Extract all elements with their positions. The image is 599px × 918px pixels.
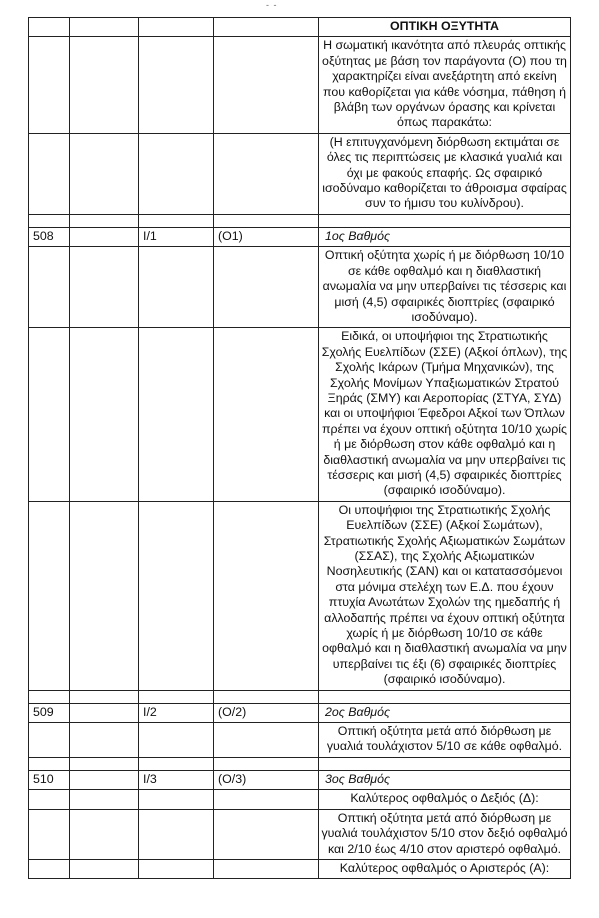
entry-text: Οι υποψήφιοι της Στρατιωτικής Σχολής Ευελπίδων (ΣΣΕ) (Αξκοί Σωμάτων), Στρατιωτικής Σχολής Αξιωματικών Σωμάτων (ΣΣΑΣ), της Σχολής Αξιωματικών Νοσηλευτικής (ΣΑΝ) και οι κατατασσόμενοι στα μόνιμα στελέχη των Ε.Δ. που έχουν πτυχία Ανωτάτων Σχολών της ημεδαπής ή αλλοδαπής πρέπει να έχουν οπτική οξύτητα χωρίς ή με διόρθωση 10/10 σε κάθε οφθαλμό και η διαθλαστική ανωμαλία να μην υπερβαίνει τις έξι (6) σφαιρικές διοπτρίες (σφαιρικό ισοδύναμο). — [319, 501, 571, 690]
table-row — [29, 790, 571, 809]
section-heading: ΟΠΤΙΚΗ ΟΞΥΤΗΤΑ — [319, 18, 571, 37]
spacer-row — [29, 214, 571, 227]
table-row — [29, 501, 571, 690]
table-row — [29, 859, 571, 878]
entry-text: Ειδικά, οι υποψήφιοι της Στρατιωτικής Σχολής Ευελπίδων (ΣΣΕ) (Αξκοί όπλων), της Σχολής Ικάρων (Τμήμα Μηχανικών), της Σχολής Μονίμων Υπαξιωματικών Στρατού Ξηράς (ΣΜΥ) και Αεροπορίας (ΣΤΥΑ, ΣΥΔ) και οι υποψήφιοι Έφεδροι Αξκοί των Όπλων πρέπει να έχουν οπτική οξύτητα 10/10 χωρίς ή με διόρθωση στον κάθε οφθαλμό και η διαθλαστική ανωμαλία να μην υπερβαίνει τις τέσσερις και μισή (4,5) σφαιρικές διοπτρίες (σφαιρικό ισοδύναμο). — [319, 328, 571, 501]
entry-grade: 3ος Βαθμός — [319, 770, 571, 789]
left-eye-label: Καλύτερος οφθαλμός ο Αριστερός (Α): — [319, 859, 571, 878]
entry-class: Ι/3 — [139, 770, 214, 789]
table-row — [29, 328, 571, 501]
entry-factor: (Ο/2) — [214, 703, 319, 722]
table-row — [29, 723, 571, 758]
entry-text: Οπτική οξύτητα μετά από διόρθωση με γυαλιά τουλάχιστον 5/10 σε κάθε οφθαλμό. — [319, 723, 571, 758]
table-row — [29, 18, 571, 37]
spacer-row — [29, 757, 571, 770]
entry-class: Ι/1 — [139, 227, 214, 246]
entry-factor: (Ο1) — [214, 227, 319, 246]
page-top-mark: - - — [266, 0, 278, 10]
table-row — [29, 703, 571, 722]
table-row — [29, 37, 571, 133]
table-row — [29, 247, 571, 328]
entry-grade: 1ος Βαθμός — [319, 227, 571, 246]
entry-code: 508 — [29, 227, 70, 246]
table-row — [29, 809, 571, 859]
section-intro: Η σωματική ικανότητα από πλευράς οπτικής οξύτητας με βάση τον παράγοντα (Ο) που τη χαρακτηρίζει είναι ανεξάρτητη από εκείνη που καθορίζεται για κάθε νόσημα, πάθηση ή βλάβη των οργάνων όρασης και κρίνεται όπως παρακάτω: — [319, 37, 571, 133]
entry-grade: 2ος Βαθμός — [319, 703, 571, 722]
entry-text: Οπτική οξύτητα χωρίς ή με διόρθωση 10/10 σε κάθε οφθαλμό και η διαθλαστική ανωμαλία να μην υπερβαίνει τις τέσσερις και μισή (4,5) σφαιρικές διοπτρίες (σφαιρικό ισοδύναμο). — [319, 247, 571, 328]
table-row — [29, 770, 571, 789]
right-eye-label: Καλύτερος οφθαλμός ο Δεξιός (Δ): — [319, 790, 571, 809]
entry-code: 510 — [29, 770, 70, 789]
entry-code: 509 — [29, 703, 70, 722]
spacer-row — [29, 690, 571, 703]
entry-text: Οπτική οξύτητα μετά από διόρθωση με γυαλιά τουλάχιστον 5/10 στον δεξιό οφθαλμό και 2/10 έως 4/10 στον αριστερό οφθαλμό. — [319, 809, 571, 859]
entry-factor: (Ο/3) — [214, 770, 319, 789]
eye-acuity-table — [28, 17, 571, 879]
entry-class: Ι/2 — [139, 703, 214, 722]
table-row — [29, 133, 571, 214]
section-note: (Η επιτυγχανόμενη διόρθωση εκτιμάται σε όλες τις περιπτώσεις με κλασικά γυαλιά και όχι με φακούς επαφής. Ως σφαιρικό ισοδύναμο καθορίζεται το άθροισμα σφαίρας συν το ήμισυ του κυλίνδρου). — [319, 133, 571, 214]
table-row — [29, 227, 571, 246]
